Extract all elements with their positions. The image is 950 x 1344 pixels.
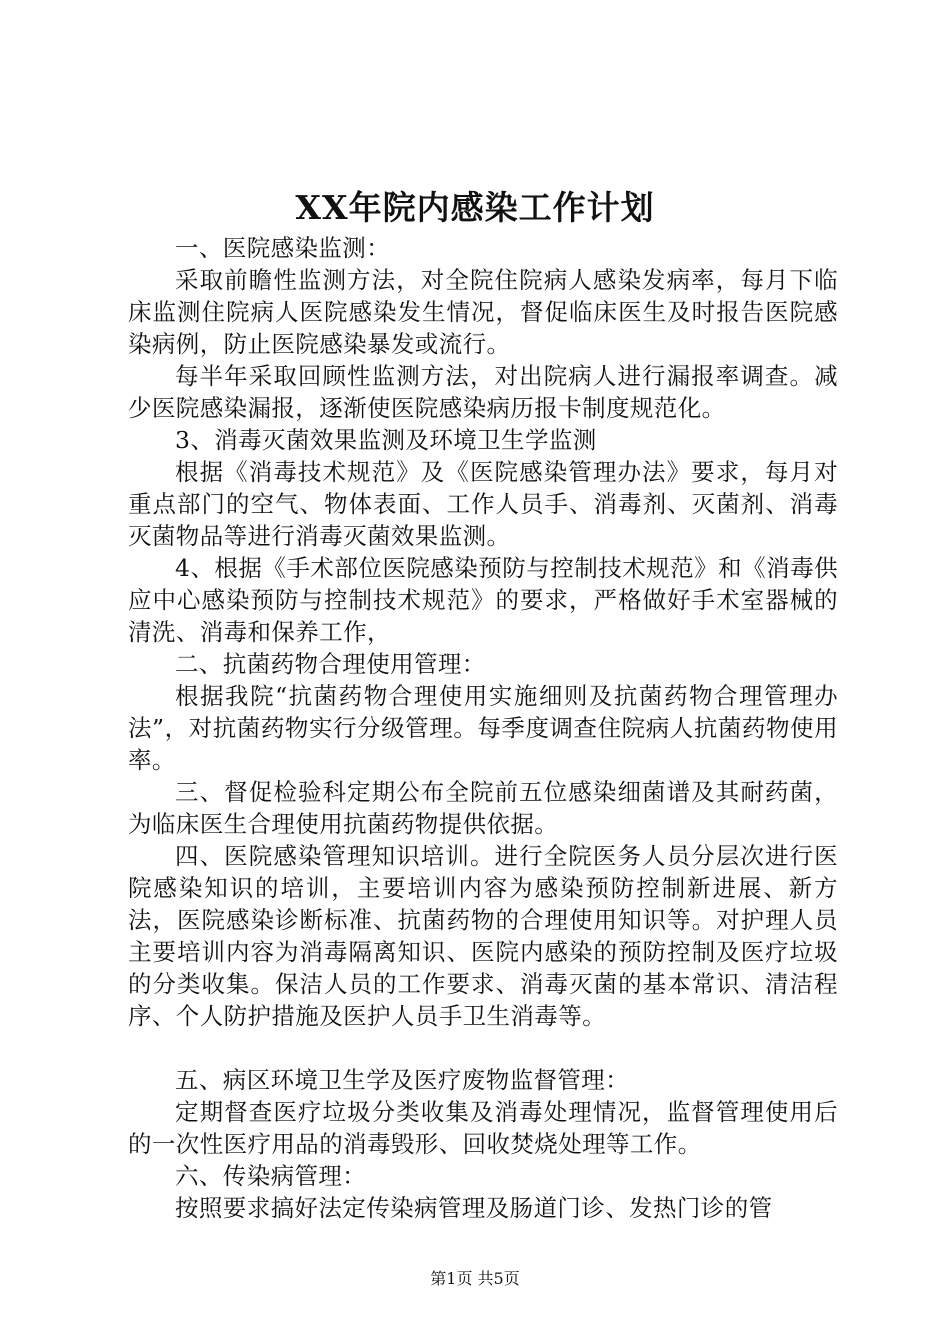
section-heading-environment: 五、病区环境卫生学及医疗废物监督管理： xyxy=(175,1066,630,1094)
page-number: 第1页 共5页 xyxy=(430,1269,520,1288)
paragraph-retrospective-monitoring: 每半年采取回顾性监测方法，对出院病人进行漏报率调查。减少医院感染漏报，逐渐使医院感染病历报卡制度规范化。 xyxy=(128,362,838,422)
paragraph-prospective-monitoring: 采取前瞻性监测方法，对全院住院病人感染发病率，每月下临床监测住院病人医院感染发生情况，督促临床医生及时报告医院感染病例，防止医院感染暴发或流行。 xyxy=(128,266,838,358)
section-heading-infectious-disease: 六、传染病管理： xyxy=(175,1162,367,1190)
paragraph-medical-waste: 定期督查医疗垃圾分类收集及消毒处理情况，监督管理使用后的一次性医疗用品的消毒毁形、回收焚烧处理等工作。 xyxy=(128,1098,838,1158)
section-heading-antibiotics: 二、抗菌药物合理使用管理： xyxy=(175,650,486,678)
document-title: XX年院内感染工作计划 xyxy=(295,188,655,227)
paragraph-training: 四、医院感染管理知识培训。进行全院医务人员分层次进行医院感染知识的培训，主要培训内容为感染预防控制新进展、新方法，医院感染诊断标准、抗菌药物的合理使用知识等。对护理人员主要培训内容为消毒隔离知识、医院内感染的预防控制及医疗垃圾的分类收集。保洁人员的工作要求、消毒灭菌的基本常识、清洁程序、个人防护措施及医护人员手卫生消毒等。 xyxy=(128,842,838,1030)
section-heading-monitoring: 一、医院感染监测： xyxy=(175,234,391,262)
paragraph-disinfection-standards: 根据《消毒技术规范》及《医院感染管理办法》要求，每月对重点部门的空气、物体表面、工作人员手、消毒剂、灭菌剂、消毒灭菌物品等进行消毒灭菌效果监测。 xyxy=(128,458,838,550)
document-body xyxy=(128,232,838,1224)
subheading-disinfection-monitoring: 3、消毒灭菌效果监测及环境卫生学监测 xyxy=(175,426,597,454)
paragraph-infectious-disease: 按照要求搞好法定传染病管理及肠道门诊、发热门诊的管 xyxy=(175,1194,773,1222)
paragraph-antibiotic-management: 根据我院“抗菌药物合理使用实施细则及抗菌药物合理管理办法”，对抗菌药物实行分级管理。每季度调查住院病人抗菌药物使用率。 xyxy=(128,682,838,774)
paragraph-lab-bacteria-spectrum: 三、督促检验科定期公布全院前五位感染细菌谱及其耐药菌，为临床医生合理使用抗菌药物提供依据。 xyxy=(128,778,838,838)
paragraph-surgical-instruments: 4、根据《手术部位医院感染预防与控制技术规范》和《消毒供应中心感染预防与控制技术规范》的要求，严格做好手术室器械的清洗、消毒和保养工作， xyxy=(128,554,838,646)
